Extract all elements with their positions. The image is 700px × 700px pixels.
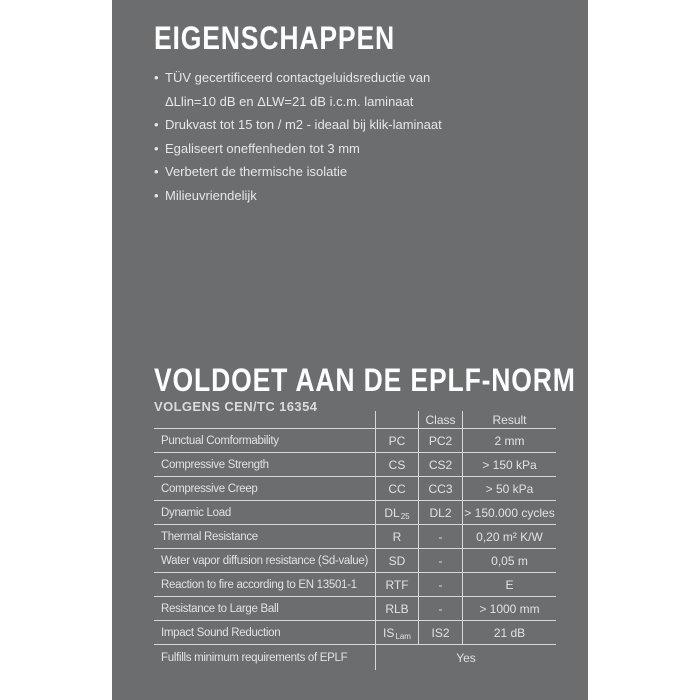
cell-class: DL2 (418, 501, 462, 524)
cell-class: - (418, 549, 462, 572)
cell-class: - (418, 525, 462, 548)
list-item (154, 160, 554, 184)
bullet-icon: • (154, 140, 159, 156)
abbr-base: IS (383, 625, 395, 640)
table-row (154, 525, 556, 549)
cell-abbr (375, 621, 418, 644)
table-row (154, 549, 556, 573)
bullet-text (165, 66, 554, 113)
cell-footer-result: Yes (375, 645, 556, 670)
bullet-line: Verbetert de thermische isolatie (165, 164, 348, 179)
cell-name: Dynamic Load (161, 506, 231, 519)
bullet-icon: • (154, 164, 159, 179)
cell-class: PC2 (418, 429, 462, 452)
cell-name: Thermal Resistance (161, 530, 258, 543)
list-item (154, 137, 554, 161)
table-row (154, 453, 556, 477)
abbr-base: DL (384, 505, 400, 520)
table-row (154, 597, 556, 621)
cell-name: Fulfills minimum requirements of EPLF (161, 651, 348, 664)
list-item (154, 113, 554, 137)
bullet-text (165, 113, 554, 137)
cell-abbr (375, 501, 418, 524)
cell-result: 2 mm (462, 429, 556, 452)
cell-name: Reaction to fire according to EN 13501-1 (161, 578, 357, 591)
cell-abbr: R (375, 525, 418, 548)
table-footer-row (154, 645, 556, 670)
cell-result: > 1000 mm (462, 597, 556, 620)
bullet-text (165, 137, 554, 161)
cell-name: Resistance to Large Ball (161, 602, 279, 615)
cell-name: Punctual Comformability (161, 434, 279, 447)
bullet-text (165, 184, 554, 208)
header-cell-class: Class (418, 411, 462, 428)
bullet-line: Drukvast tot 15 ton / m2 - ideaal bij klik-laminaat (165, 117, 442, 132)
header-cell-empty (154, 411, 375, 428)
abbr-subscript: 25 (400, 512, 410, 521)
cell-name: Water vapor diffusion resistance (Sd-value) (161, 554, 368, 567)
cell-name: Compressive Creep (161, 482, 258, 495)
cell-abbr: RLB (375, 597, 418, 620)
cell-class: CC3 (418, 477, 462, 500)
cell-result: > 150.000 cycles (462, 501, 556, 524)
cell-result: 21 dB (462, 621, 556, 644)
table-row (154, 429, 556, 453)
cell-abbr: CC (375, 477, 418, 500)
table-row (154, 573, 556, 597)
datasheet-panel (112, 0, 588, 700)
header-cell-abbr (375, 411, 418, 428)
properties-list (154, 66, 554, 207)
abbr-subscript: Lam (395, 632, 411, 641)
table-header-row (154, 411, 556, 429)
cell-result: > 150 kPa (462, 453, 556, 476)
cell-name: Impact Sound Reduction (161, 626, 281, 639)
cell-class: - (418, 573, 462, 596)
list-item (154, 184, 554, 208)
cell-abbr: CS (375, 453, 418, 476)
bullet-text (165, 160, 554, 184)
cell-abbr: SD (375, 549, 418, 572)
cell-class: CS2 (418, 453, 462, 476)
table-row (154, 621, 556, 645)
bullet-icon: • (154, 117, 159, 132)
cell-class: - (418, 597, 462, 620)
cell-class: IS2 (418, 621, 462, 644)
bullet-line: TÜV gecertificeerd contactgeluidsreductie van (165, 70, 431, 85)
cell-result: E (462, 573, 556, 596)
table-row (154, 477, 556, 501)
properties-title: EIGENSCHAPPEN (154, 20, 396, 56)
cell-name: Compressive Strength (161, 458, 269, 471)
norm-subtitle: VOLGENS CEN/TC 16354 (154, 399, 318, 414)
bullet-line: ΔLlin=10 dB en ΔLW=21 dB i.c.m. laminaat (165, 93, 414, 109)
cell-result: 0,20 m² K/W (462, 525, 556, 548)
header-cell-result: Result (462, 411, 556, 428)
cell-result: 0,05 m (462, 549, 556, 572)
list-item (154, 66, 554, 113)
table-row (154, 501, 556, 525)
cell-result: > 50 kPa (462, 477, 556, 500)
eplf-table (154, 411, 556, 670)
norm-title: VOLDOET AAN DE EPLF-NORM (154, 362, 576, 398)
cell-abbr: RTF (375, 573, 418, 596)
bullet-icon: • (154, 187, 159, 203)
cell-abbr: PC (375, 429, 418, 452)
bullet-line: Milieuvriendelijk (165, 187, 257, 203)
bullet-icon: • (154, 70, 159, 85)
bullet-line: Egaliseert oneffenheden tot 3 mm (165, 140, 360, 156)
